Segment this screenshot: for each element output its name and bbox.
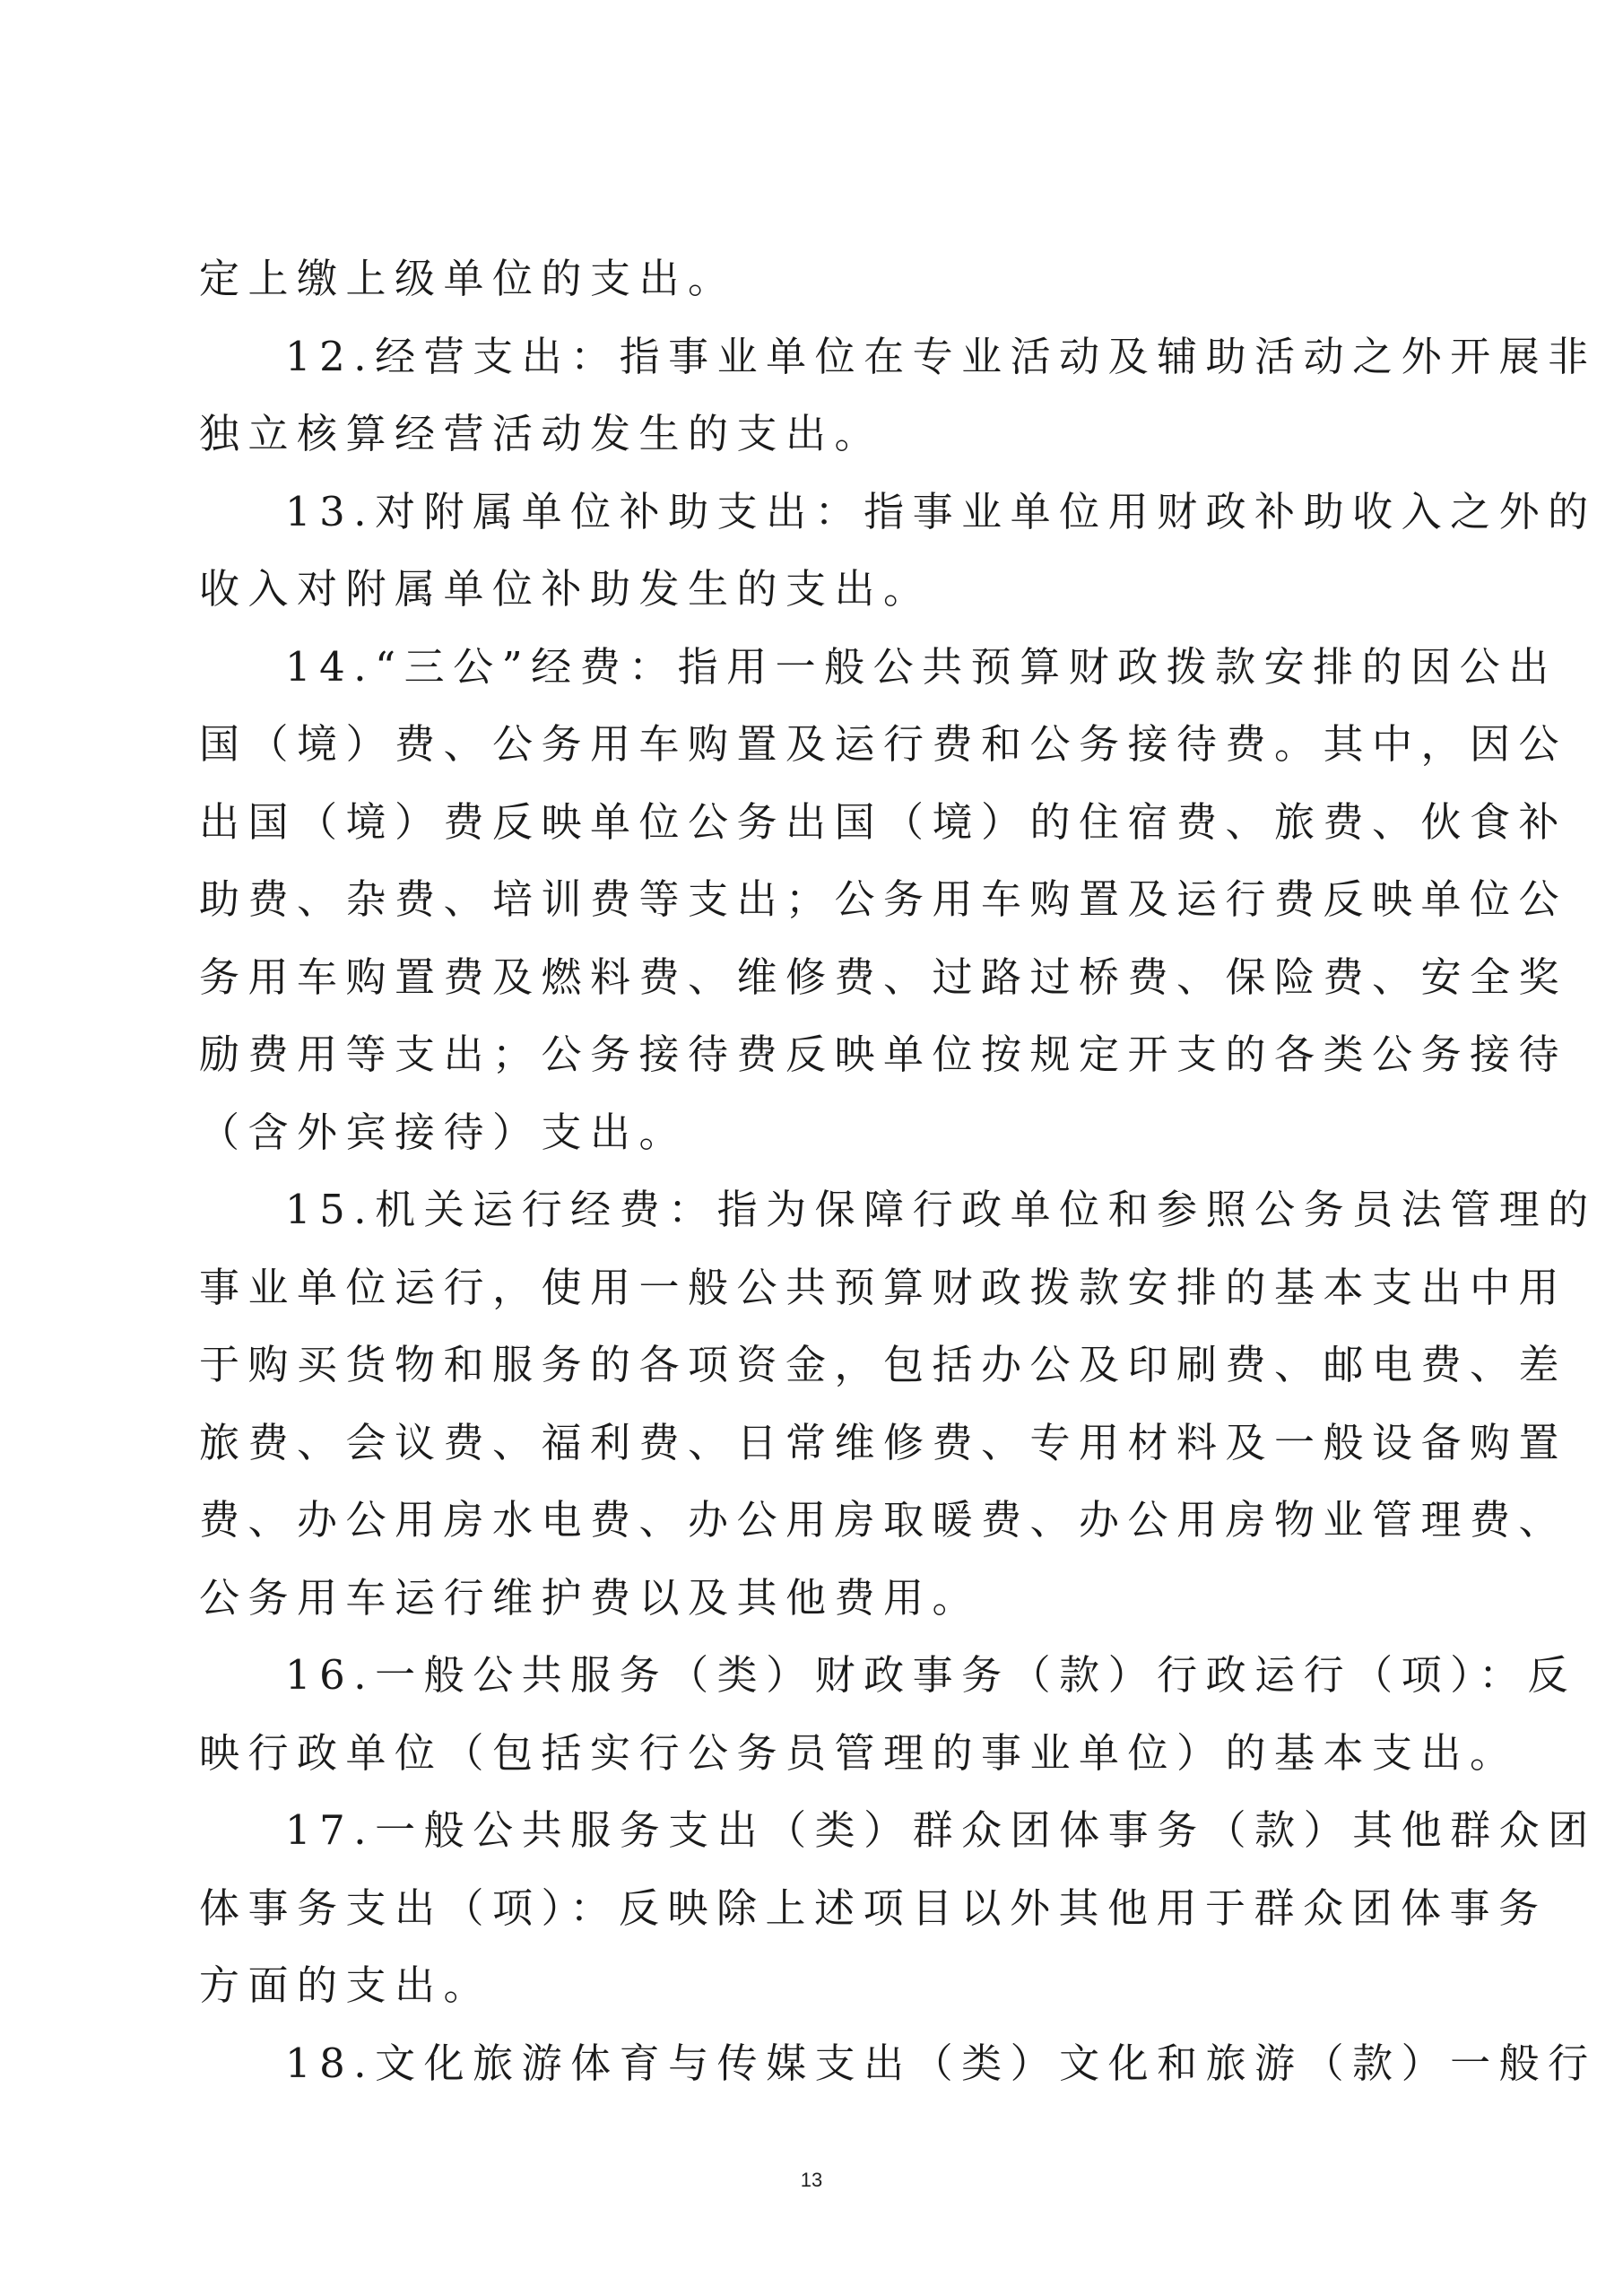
text-line: 18.文化旅游体育与传媒支出（类）文化和旅游（款）一般行 (285, 2039, 1597, 2087)
text-line: 16.一般公共服务（类）财政事务（款）行政运行（项）：反 (285, 1651, 1577, 1699)
text-line: 12.经营支出：指事业单位在专业活动及辅助活动之外开展非 (285, 332, 1597, 380)
text-line: 出国（境）费反映单位公务出国（境）的住宿费、旅费、伙食补 (199, 797, 1568, 846)
text-line: 映行政单位（包括实行公务员管理的事业单位）的基本支出。 (199, 1728, 1519, 1777)
text-line: 体事务支出（项）：反映除上述项目以外其他用于群众团体事务 (199, 1883, 1548, 1932)
text-line: 务用车购置费及燃料费、维修费、过路过桥费、保险费、安全奖 (199, 952, 1568, 1001)
text-line: 励费用等支出；公务接待费反映单位按规定开支的各类公务接待 (199, 1031, 1568, 1078)
text-line: 国（境）费、公务用车购置及运行费和公务接待费。其中，因公 (199, 720, 1568, 768)
text-line: 14.“三公”经费：指用一般公共预算财政拨款安排的因公出 (285, 642, 1558, 691)
document-body (199, 240, 1597, 2102)
text-line: 助费、杂费、培训费等支出；公务用车购置及运行费反映单位公 (199, 875, 1568, 923)
text-line: 旅费、会议费、福利费、日常维修费、专用材料及一般设备购置 (199, 1418, 1568, 1466)
text-line: 方面的支出。 (199, 1961, 493, 2009)
text-line: 收入对附属单位补助发生的支出。 (199, 565, 933, 613)
text-line: 定上缴上级单位的支出。 (199, 255, 737, 302)
text-line: 事业单位运行，使用一般公共预算财政拨款安排的基本支出中用 (199, 1263, 1568, 1311)
text-line: 13.对附属单位补助支出：指事业单位用财政补助收入之外的 (285, 487, 1597, 535)
text-line: 公务用车运行维护费以及其他费用。 (199, 1573, 982, 1622)
text-line: 于购买货物和服务的各项资金，包括办公及印刷费、邮电费、差 (199, 1341, 1568, 1388)
text-line: 独立核算经营活动发生的支出。 (199, 410, 884, 457)
text-line: （含外宾接待）支出。 (199, 1108, 689, 1156)
text-line: 费、办公用房水电费、办公用房取暖费、办公用房物业管理费、 (199, 1496, 1568, 1544)
text-line: 15.机关运行经费：指为保障行政单位和参照公务员法管理的 (285, 1186, 1597, 1233)
text-line: 17.一般公共服务支出（类）群众团体事务（款）其他群众团 (285, 1806, 1597, 1854)
page-number: 13 (800, 2169, 823, 2191)
